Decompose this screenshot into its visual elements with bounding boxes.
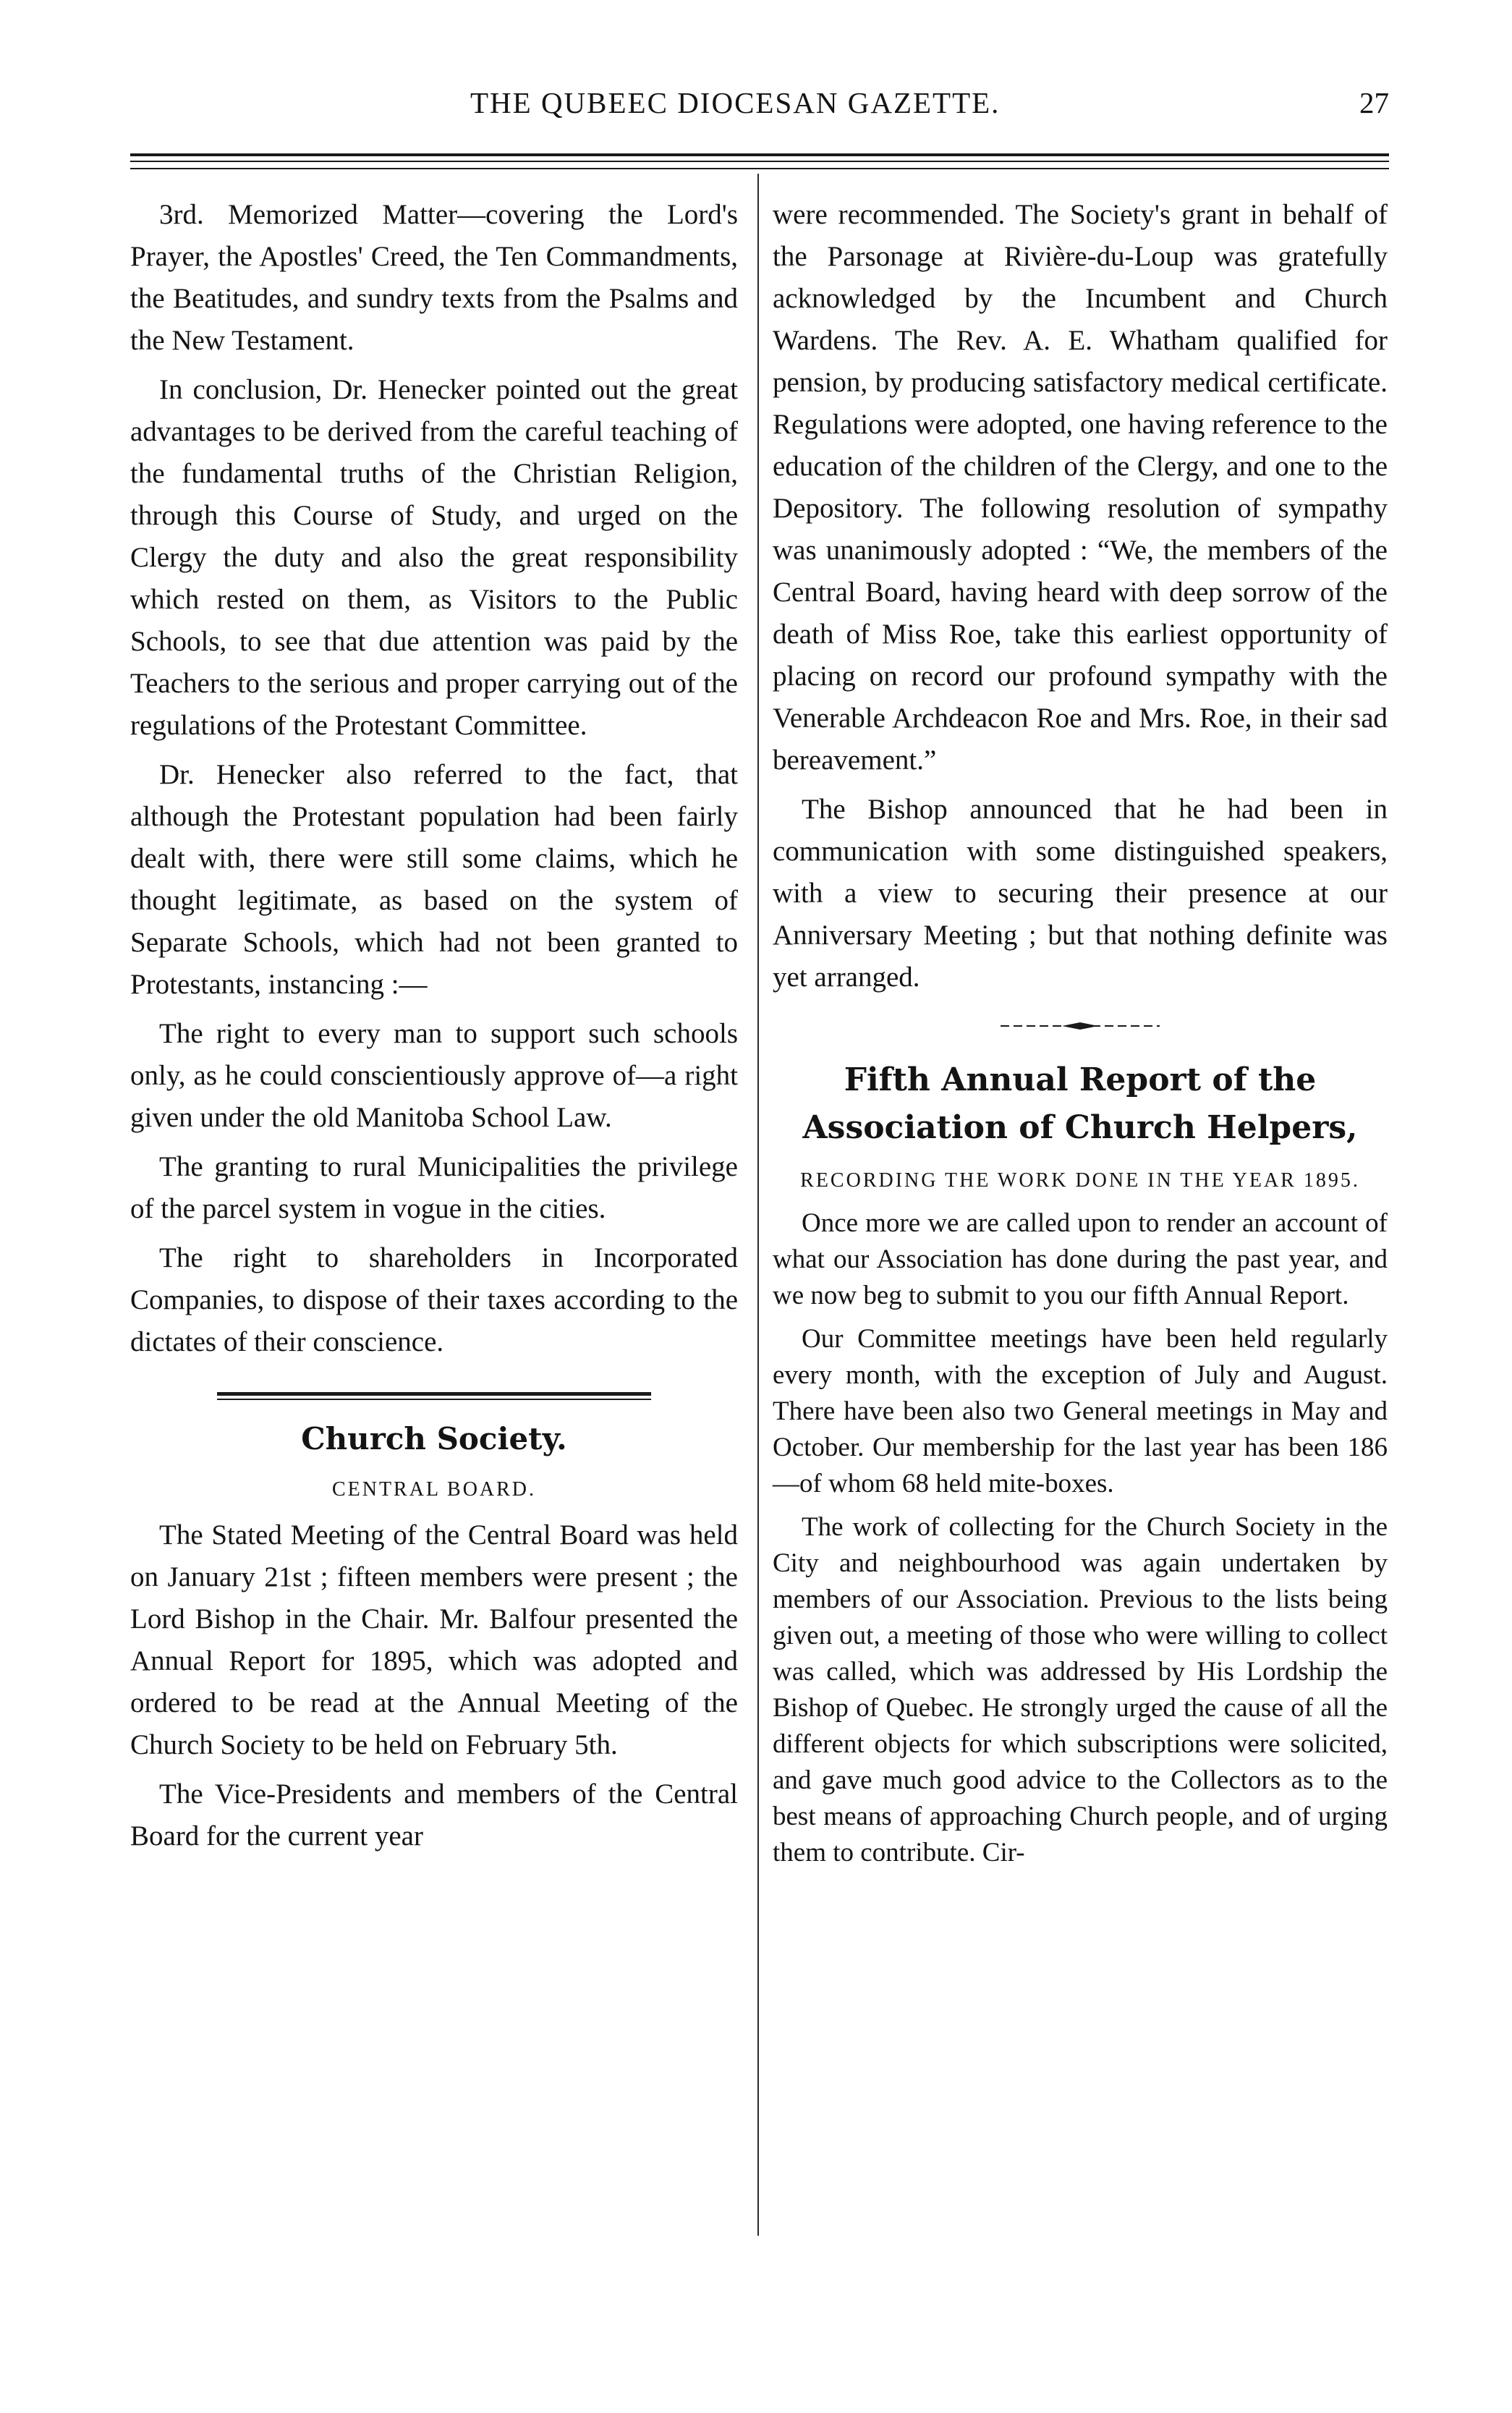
ornament-rule-icon xyxy=(1001,1020,1160,1032)
page-header xyxy=(130,85,1389,129)
paragraph: Once more we are called upon to render an account of what our Association has done during the past year, and we now beg to submit to you our fifth Annual Report. xyxy=(773,1208,1388,1310)
header-rule-thin-lower xyxy=(130,168,1389,169)
section-subtitle: CENTRAL BOARD. xyxy=(331,1478,537,1501)
paragraph: Our Committee meetings have been held regularly every month, with the exception of July and August. There have been also two General meetings in May and October. Our membership for the last year has been 186—of whom 68 held mite-boxes. xyxy=(773,1324,1388,1498)
paragraph: The granting to rural Municipalities the privilege of the parcel system in vogue in the cities. xyxy=(130,1151,738,1224)
paragraph: The Stated Meeting of the Central Board was held on January 21st ; fifteen members were present ; the Lord Bishop in the Chair. Mr. Balfour presented the Annual Report for 1895, which was adopted and ordered to be read at the Annual Meeting of the Church Society to be held on February 5th. xyxy=(130,1519,738,1760)
header-rule-thick xyxy=(130,153,1389,156)
section-title-church-society: Church Society. xyxy=(301,1421,567,1456)
paragraph: The right to shareholders in Incorporated Companies, to dispose of their taxes according to the dictates of their conscience. xyxy=(130,1242,738,1357)
paragraph: The work of collecting for the Church Society in the City and neighbourhood was again undertaken by members of our Association. Previous to the lists being given out, a meeting of those who were willing to collect was called, which was addressed by His Lordship the Bishop of Quebec. He strongly urged the cause of all the different objects for which subscriptions were solicited, and gave much good advice to the Collectors as to the best means of approaching Church people, and of urging them to contribute. Cir- xyxy=(773,1512,1388,1867)
section-divider-thin xyxy=(217,1399,651,1400)
association-body xyxy=(773,1205,1388,1871)
paragraph: In conclusion, Dr. Henecker pointed out the great advantages to be derived from the careful teaching of the fundamental truths of the Christian Religion, through this Course of Study, and urged on the Clergy the duty and also the great responsibility which rested on them, as Visitors to the Public Schools, to see that due attention was paid by the Teachers to the serious and proper carrying out of the regulations of the Protestant Committee. xyxy=(130,374,738,741)
paragraph: The Bishop announced that he had been in communication with some distinguished speakers, with a view to securing their presence at our Anniversary Meeting ; but that nothing definite was yet arranged. xyxy=(773,794,1388,993)
page-number: 27 xyxy=(1359,86,1389,119)
right-column xyxy=(773,194,1388,1878)
running-title: THE QUBEEC DIOCESAN GAZETTE. xyxy=(470,86,1001,119)
paragraph: were recommended. The Society's grant in behalf of the Parsonage at Rivière-du-Loup was gratefully acknowledged by the Incumbent and Church Wardens. The Rev. A. E. Whatham qualified for pension, by producing satisfactory medical certificate. Regulations were adopted, one having reference to the education of the children of the Clergy, and one to the Depository. The following resolution of sympathy was unanimously adopted : “We, the members of the Central Board, having heard with deep sorrow of the death of Miss Roe, take this earliest opportunity of placing on record our profound sympathy with the Venerable Archdeacon Roe and Mrs. Roe, in their sad bereavement.” xyxy=(773,199,1388,776)
paragraph: 3rd. Memorized Matter—covering the Lord's Prayer, the Apostles' Creed, the Ten Commandments, the Beatitudes, and sundry texts from the Psalms and the New Testament. xyxy=(130,199,738,356)
section-title-association: Fifth Annual Report of the Association of Church Helpers, xyxy=(802,1061,1358,1146)
column-divider xyxy=(757,174,759,2236)
ornament-divider xyxy=(773,1020,1388,1035)
paragraph: The right to every man to support such schools only, as he could conscientiously approve of—a right given under the old Manitoba School Law. xyxy=(130,1018,738,1133)
section-divider xyxy=(217,1392,651,1396)
paragraph: Dr. Henecker also referred to the fact, that although the Protestant population had been fairly dealt with, there were still some claims, which he thought legitimate, as based on the system of Separate Schools, which had not been granted to Protestants, instancing :— xyxy=(130,759,738,1000)
left-column xyxy=(130,194,738,1865)
header-rule-thin xyxy=(130,161,1389,162)
section-subtitle: RECORDING THE WORK DONE IN THE YEAR 1895. xyxy=(800,1169,1360,1192)
paragraph: The Vice-Presidents and members of the Central Board for the current year xyxy=(130,1778,738,1852)
